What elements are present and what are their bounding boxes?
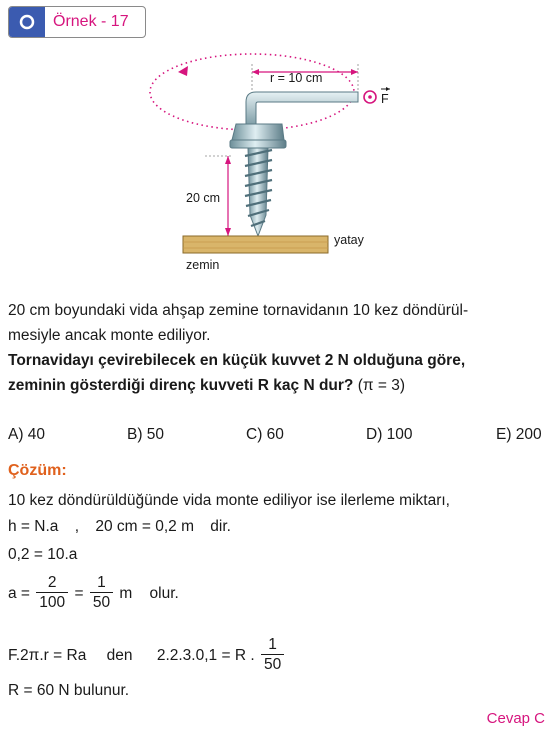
equals-sign: = xyxy=(74,585,84,602)
option-e: E) 200 xyxy=(496,426,542,443)
answer-label: Cevap C xyxy=(486,710,545,727)
rotation-arrow-icon xyxy=(178,66,188,76)
radius-label: r = 10 cm xyxy=(270,71,323,85)
radius-arrow-left-icon xyxy=(252,69,259,75)
formula-h: h = N.a xyxy=(8,518,59,535)
horizontal-label: yatay xyxy=(334,233,364,247)
height-arrow-down-icon xyxy=(225,228,231,236)
question-line-3: Tornavidayı çevirebilecek en küçük kuvvet 2 N olduğuna göre, xyxy=(8,352,466,369)
a-equals: a = xyxy=(8,585,30,602)
question-line-1: 20 cm boyundaki vida ahşap zemine tornavidanın 10 kez döndürül- xyxy=(8,302,469,319)
frac3-numerator: 1 xyxy=(261,636,284,655)
example-label: Örnek - 17 xyxy=(53,13,129,30)
fraction-2-over-100 xyxy=(36,574,68,613)
option-b: B) 50 xyxy=(127,426,165,443)
solution-line-4 xyxy=(8,574,179,614)
torque-substitution: 2.2.3.0,1 = R . xyxy=(156,647,255,664)
pi-note: (π = 3) xyxy=(357,377,406,394)
force-label: F xyxy=(381,92,389,106)
height-arrow-up-icon xyxy=(225,156,231,164)
solution-title: Çözüm: xyxy=(8,462,67,479)
unit-conversion: 20 cm = 0,2 m xyxy=(95,518,194,535)
height-label: 20 cm xyxy=(186,191,221,205)
frac1-numerator: 2 xyxy=(36,574,68,593)
frac3-denominator: 50 xyxy=(263,656,282,674)
torque-formula: F.2π.r = Ra xyxy=(8,647,87,664)
option-a: A) 40 xyxy=(8,426,46,443)
fraction-1-over-50 xyxy=(90,574,113,613)
solution-line-1: 10 kez döndürüldüğünde vida monte ediliyor ise ilerleme miktarı, xyxy=(8,492,450,509)
question-line-2: mesiyle ancak monte ediliyor. xyxy=(8,327,211,344)
ground-label: zemin xyxy=(186,258,220,272)
solution-line-5 xyxy=(8,636,286,676)
option-c: C) 60 xyxy=(246,426,284,443)
suffix-dir: dir. xyxy=(210,518,231,535)
wood-board xyxy=(183,236,328,253)
screw-head xyxy=(232,124,284,140)
question-text-bold: zeminin gösterdiği direnç kuvveti R kaç N dur? xyxy=(8,377,354,394)
question-line-4 xyxy=(8,373,405,398)
solution-line-3: 0,2 = 10.a xyxy=(8,546,78,563)
frac1-denominator: 100 xyxy=(39,594,66,612)
screw-figure xyxy=(0,0,555,285)
radius-arrow-right-icon xyxy=(351,69,358,75)
frac2-denominator: 50 xyxy=(92,594,111,612)
unit-olur: m olur. xyxy=(119,585,179,602)
frac2-numerator: 1 xyxy=(90,574,113,593)
separator: , xyxy=(74,518,80,535)
fraction-1-over-50-b xyxy=(261,636,284,675)
den-word: den xyxy=(106,647,133,664)
option-d: D) 100 xyxy=(366,426,413,443)
solution-line-2 xyxy=(8,514,231,539)
solution-line-6: R = 60 N bulunur. xyxy=(8,682,130,699)
